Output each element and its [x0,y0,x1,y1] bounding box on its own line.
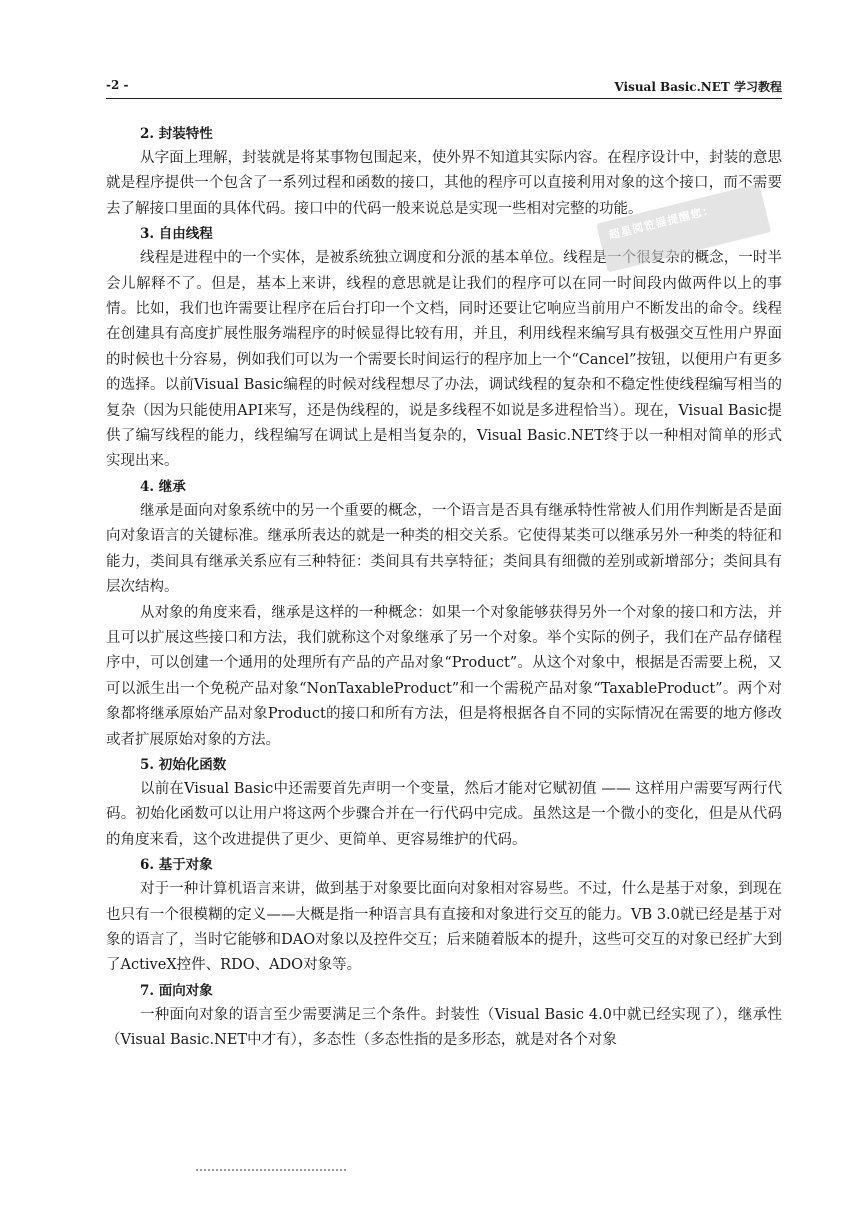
page-header [106,78,782,98]
header-rule [106,98,782,99]
paragraph: 从对象的角度来看，继承是这样的一种概念：如果一个对象能够获得另外一个对象的接口和方法，并且可以扩展这些接口和方法，我们就称这个对象继承了另一个对象。举个实际的例子，我们在产品存储程序中，可以创建一个通用的处理所有产品的产品对象“Product”。从这个对象中，根据是否需要上税，又可以派生出一个免税产品对象“NonTaxableProduct”和一个需税产品对象“TaxableProduct”。两个对象都将继承原始产品对象Product的接口和所有方法，但是将根据各自不同的实际情况在需要的地方修改或者扩展原始对象的方法。 [106,604,782,748]
body-text [106,122,782,1054]
paragraph: 以前在Visual Basic中还需要首先声明一个变量，然后才能对它赋初值 —— 这样用户需要写两行代码。初始化函数可以让用户将这两个步骤合并在一行代码中完成。虽然这是一个微小的变化，但是从代码的角度来看，这个改进提供了更少、更简单、更容易维护的代码。 [106,780,782,848]
footer-dotted-line [196,1169,346,1171]
section-title: 3. 自由线程 [140,226,213,243]
paragraph: 一种面向对象的语言至少需要满足三个条件。封装性（Visual Basic 4.0中就已经实现了），继承性（Visual Basic.NET中才有），多态性（多态性指的是多形态，就是对各个对象 [106,1006,782,1049]
watermark-text: 超星阅览器提醒您： [607,203,716,242]
paragraph: 对于一种计算机语言来讲，做到基于对象要比面向对象相对容易些。不过，什么是基于对象，到现在也只有一个很模糊的定义——大概是指一种语言具有直接和对象进行交互的能力。VB 3.0就已经是基于对象的语言了，当时它能够和DAO对象以及控件交互；后来随着版本的提升，这些可交互的对象已经扩大到了ActiveX控件、RDO、ADO对象等。 [106,881,782,974]
page-number: -2 - [106,78,129,92]
section-title: 7. 面向对象 [140,982,213,999]
section-title: 4. 继承 [140,478,186,495]
section-title: 2. 封装特性 [140,126,213,142]
paragraph: 继承是面向对象系统中的另一个重要的概念，一个语言是否具有继承特性常被人们用作判断是否是面向对象语言的关键标准。继承所表达的就是一种类的相交关系。它使得某类可以继承另外一种类的特征和能力，类间具有继承关系应有三种特征：类间具有共享特征；类间具有细微的差别或新增部分；类间具有层次结构。 [106,502,782,596]
section-title: 6. 基于对象 [140,857,213,874]
section-title: 5. 初始化函数 [140,756,227,773]
running-title: Visual Basic.NET 学习教程 [614,80,782,94]
paragraph: 线程是进程中的一个实体，是被系统独立调度和分派的基本单位。线程是一个很复杂的概念，一时半会儿解释不了。但是，基本上来讲，线程的意思就是让我们的程序可以在同一时间段内做两件以上的事情。比如，我们也许需要让程序在后台打印一个文档，同时还要让它响应当前用户不断发出的命令。线程在创建具有高度扩展性服务端程序的时候显得比较有用，并且，利用线程来编写具有极强交互性用户界面的时候也十分容易，例如我们可以为一个需要长时间运行的程序加上一个“Cancel”按钮，以便用户有更多的选择。以前Visual Basic编程的时候对线程想尽了办法，调试线程的复杂和不稳定性使线程编写相当的复杂（因为只能使用API来写，还是伪线程的，说是多线程不如说是多进程恰当）。现在，Visual Basic提供了编写线程的能力，线程编写在调试上是相当复杂的，Visual Basic.NET终于以一种相对简单的形式实现出来。 [106,250,782,470]
paragraph: 从字面上理解，封装就是将某事物包围起来，使外界不知道其实际内容。在程序设计中，封装的意思就是程序提供一个包含了一系列过程和函数的接口，其他的程序可以直接利用对象的这个接口，而不需要去了解接口里面的具体代码。接口中的代码一般来说总是实现一些相对完整的功能。 [106,150,782,217]
